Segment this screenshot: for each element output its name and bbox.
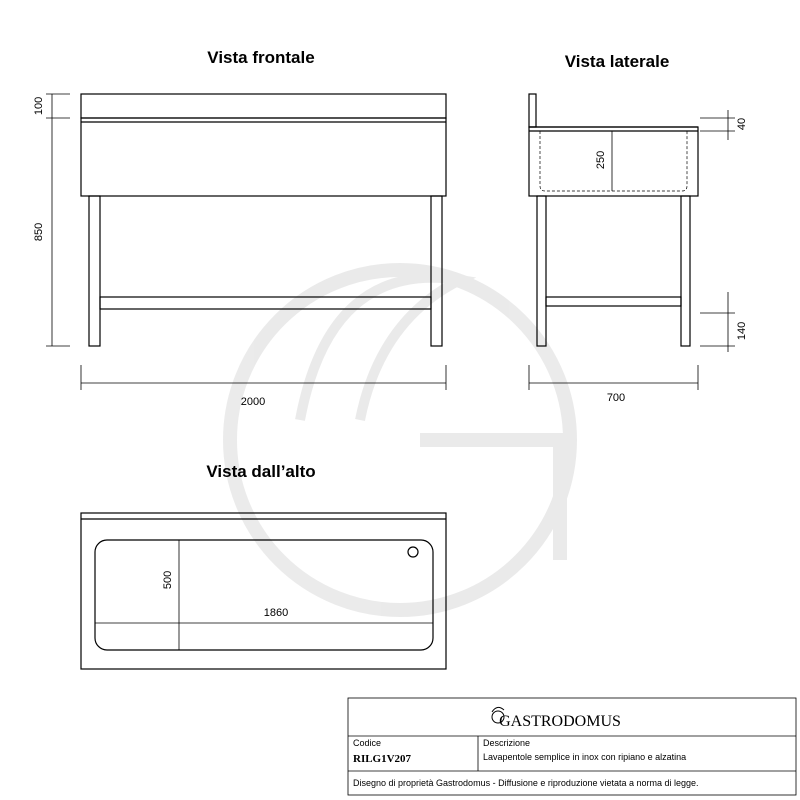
codice-label: Codice (353, 738, 382, 748)
front-view-title: Vista frontale (207, 48, 315, 67)
dim-front-upstand: 100 (33, 96, 45, 116)
dim-front-height: 850 (33, 222, 45, 242)
footer-note: Disegno di proprietà Gastrodomus - Diffusione e riproduzione vietata a norma di legge. (353, 778, 699, 788)
side-view-title: Vista laterale (564, 52, 670, 71)
descrizione-value: Lavapentole semplice in inox con ripiano e alzatina (483, 752, 687, 762)
dim-top-bowl-depth: 500 (162, 570, 174, 590)
dim-side-bowl-depth: 250 (595, 150, 607, 170)
codice-value: RILG1V207 (353, 753, 412, 765)
brand-name: GASTRODOMUS (499, 713, 621, 730)
watermark-logo (230, 270, 570, 610)
dim-top-bowl-length: 1860 (263, 607, 289, 619)
top-view-title: Vista dall’alto (206, 462, 316, 481)
dim-side-upstand: 40 (736, 117, 748, 131)
dim-side-width: 700 (606, 392, 626, 404)
descrizione-label: Descrizione (483, 738, 531, 748)
dim-front-width: 2000 (240, 396, 266, 408)
dim-side-shelf: 140 (736, 321, 748, 341)
side-view (529, 94, 735, 390)
